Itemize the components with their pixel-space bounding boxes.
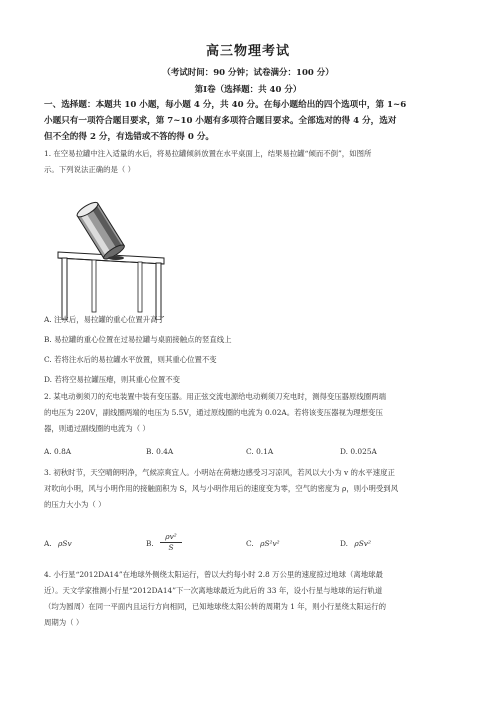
q3-option-c [246,539,280,548]
q1-option-a: A. 注水后，易拉罐的重心位置升高了 [44,315,165,324]
question-line: 的电压为 220V，副线圈两端的电压为 5.5V，通过原线圈的电流为 0.02A。若将该变压器视为理想变压 [44,408,383,417]
question-line: 3. 初秋时节，天空晴朗明净，气候凉爽宜人。小明站在荷塘边感受习习凉风，若风以大小为 v 的水平速度正 [44,468,395,477]
tilted-can-on-table-figure [52,190,172,320]
q2-option-d: D. 0.025A [340,447,377,456]
q2-option-a: A. 0.8A [44,447,72,456]
option-label: D. [340,539,349,548]
option-expression: ρSv² [354,539,371,548]
option-fraction [160,532,182,553]
q1-option-d: D. 若将空易拉罐压瘪，则其重心位置不变 [44,375,181,384]
option-label: C. [246,539,254,548]
question-line: 对吹向小明，风与小明作用的接触面积为 S，风与小明作用后的速度变为零，空气的密度为 ρ，则小明受到风 [44,484,399,493]
question-line: 1. 在空易拉罐中注入适量的水后，将易拉罐倾斜放置在水平桌面上，结果易拉罐“倾而不倒”，如图所 [44,149,372,158]
q2-option-b: B. 0.4A [146,447,174,456]
question-line: （均为圆周）在同一平面内且运行方向相同，已知地球绕太阳公转的周期为 1 年，则小行星绕太阳运行的 [44,602,386,611]
question-line: 器，则通过副线圈的电流为（ ） [44,424,150,433]
exam-title: 高三物理考试 [205,44,290,59]
question-line: 近）。天文学家推测小行星“2012DA14”下一次离地球最近为此后的 33 年，设小行星与地球的运行轨道 [44,586,383,595]
q2-option-c: C. 0.1A [246,447,274,456]
q3-option-d [340,539,371,548]
question-line: 周期为（ ） [44,618,84,627]
q1-option-b: B. 易拉罐的重心位置在过易拉罐与桌面接触点的竖直线上 [44,335,232,344]
question-4-stem [44,567,456,631]
option-label: B. [146,539,154,548]
fraction-denominator: S [168,543,174,552]
instruction-line: 但不全的得 2 分，有选错或不答的得 0 分。 [44,132,215,142]
option-expression: ρS²v² [260,539,280,548]
question-line: 4. 小行星“2012DA14”在地球外侧绕太阳运行，曾以大约每小时 2.8 万公里的速度掠过地球（离地球最 [44,570,383,579]
exam-subtitle: （考试时间：90 分钟；试卷满分：100 分） [162,68,334,78]
question-3-stem [44,465,456,513]
section-heading: 第Ⅰ卷（选择题：共 40 分） [194,85,302,95]
instruction-line: 小题只有一项符合题目要求，第 7~10 小题有多项符合题目要求。全部选对的得 4 分，选对 [44,116,397,126]
instruction-line: 一、选择题：本题共 10 小题，每小题 4 分，共 40 分。在每小题给出的四个选项中，第 1~6 [44,100,407,110]
option-label: A. [44,539,52,548]
q3-option-a [44,539,72,548]
q1-option-c: C. 若将注水后的易拉罐水平放置，则其重心位置不变 [44,355,217,364]
question-line: 2. 某电动剃须刀的充电装置中装有变压器。用正弦交流电源给电动剃须刀充电时，测得变压器原线圈两端 [44,392,386,401]
question-1-stem [44,146,456,178]
question-2-stem [44,389,456,437]
fraction-numerator: ρv² [160,532,182,543]
instructions [44,97,456,145]
option-expression: ρSv [58,539,72,548]
question-line: 示。下列说法正确的是（ ） [44,165,136,174]
question-line: 的压力大小为（ ） [44,500,106,509]
